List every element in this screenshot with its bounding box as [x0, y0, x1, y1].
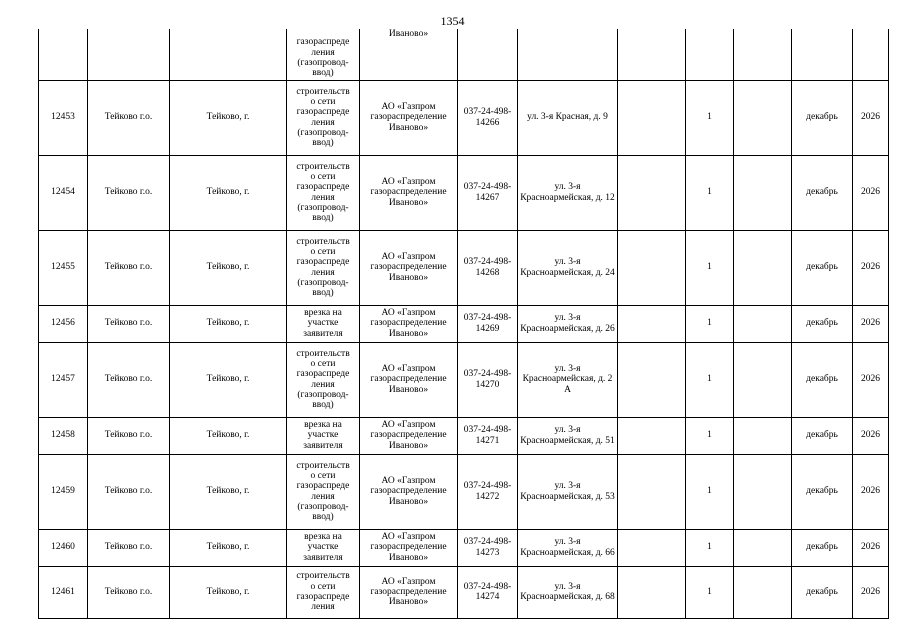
table-row: [39, 305, 889, 342]
cell-empty: [734, 342, 792, 417]
cell-municipality: Тейково г.о.: [88, 454, 170, 529]
cell-id: 12455: [39, 230, 88, 305]
cell-address: [518, 29, 618, 80]
table-row: [39, 566, 889, 618]
cell-organization: АО «Газпром газораспределение Иваново»: [360, 342, 458, 417]
cell-settlement: Тейково, г.: [170, 529, 287, 566]
cell-municipality: Тейково г.о.: [88, 305, 170, 342]
cell-settlement: Тейково, г.: [170, 155, 287, 230]
cell-month: декабрь: [792, 230, 853, 305]
cell-empty: [734, 454, 792, 529]
cell-settlement: Тейково, г.: [170, 566, 287, 618]
cell-count: 1: [686, 417, 734, 454]
cell-id: 12461: [39, 566, 88, 618]
cell-address: ул. 3-я Красноармейская, д. 24: [518, 230, 618, 305]
cell-number: 037-24-498-14270: [458, 342, 518, 417]
cell-settlement: Тейково, г.: [170, 80, 287, 155]
cell-id: 12454: [39, 155, 88, 230]
cell-settlement: Тейково, г.: [170, 230, 287, 305]
cell-empty: [618, 342, 686, 417]
cell-year: 2026: [853, 342, 889, 417]
cell-number: 037-24-498-14269: [458, 305, 518, 342]
cell-municipality: Тейково г.о.: [88, 529, 170, 566]
cell-work-type: газораспреде ления (газопровод- ввод): [287, 29, 360, 80]
cell-id: 12457: [39, 342, 88, 417]
table-row: [39, 230, 889, 305]
cell-month: декабрь: [792, 529, 853, 566]
cell-organization: АО «Газпром газораспределение Иваново»: [360, 230, 458, 305]
cell-number: 037-24-498-14267: [458, 155, 518, 230]
cell-settlement: Тейково, г.: [170, 342, 287, 417]
cell-empty: [618, 417, 686, 454]
table-row-continued: [39, 29, 889, 80]
cell-year: 2026: [853, 529, 889, 566]
cell-empty: [734, 417, 792, 454]
cell-month: декабрь: [792, 305, 853, 342]
cell-empty: [734, 80, 792, 155]
cell-municipality: [88, 29, 170, 80]
cell-empty: [618, 80, 686, 155]
cell-year: 2026: [853, 155, 889, 230]
cell-work-type: врезка на участке заявителя: [287, 529, 360, 566]
cell-number: 037-24-498-14273: [458, 529, 518, 566]
cell-organization: АО «Газпром газораспределение Иваново»: [360, 566, 458, 618]
cell-number: 037-24-498-14274: [458, 566, 518, 618]
cell-empty: [618, 566, 686, 618]
cell-empty: [734, 305, 792, 342]
cell-address: ул. 3-я Красноармейская, д. 66: [518, 529, 618, 566]
cell-address: ул. 3-я Красноармейская, д. 12: [518, 155, 618, 230]
document-table-wrapper: [38, 29, 889, 619]
cell-month: [792, 29, 853, 80]
page-number: 1354: [440, 14, 465, 28]
cell-empty: [734, 29, 792, 80]
cell-municipality: Тейково г.о.: [88, 80, 170, 155]
cell-organization: Иваново»: [360, 29, 458, 80]
cell-number: 037-24-498-14266: [458, 80, 518, 155]
cell-empty: [618, 29, 686, 80]
cell-month: декабрь: [792, 155, 853, 230]
cell-settlement: Тейково, г.: [170, 417, 287, 454]
cell-work-type: врезка на участке заявителя: [287, 417, 360, 454]
gas-connection-table: [38, 29, 889, 619]
cell-organization: АО «Газпром газораспределение Иваново»: [360, 454, 458, 529]
table-row: [39, 342, 889, 417]
cell-work-type: строительств о сети газораспреде ления (газопровод- ввод): [287, 155, 360, 230]
table-row: [39, 417, 889, 454]
cell-municipality: Тейково г.о.: [88, 417, 170, 454]
cell-number: [458, 29, 518, 80]
cell-empty: [734, 155, 792, 230]
cell-address: ул. 3-я Красноармейская, д. 53: [518, 454, 618, 529]
cell-settlement: Тейково, г.: [170, 305, 287, 342]
cell-empty: [618, 454, 686, 529]
cell-count: 1: [686, 342, 734, 417]
cell-work-type: строительств о сети газораспреде ления: [287, 566, 360, 618]
cell-organization: АО «Газпром газораспределение Иваново»: [360, 80, 458, 155]
cell-work-type: врезка на участке заявителя: [287, 305, 360, 342]
cell-work-type: строительств о сети газораспреде ления (газопровод- ввод): [287, 230, 360, 305]
cell-number: 037-24-498-14271: [458, 417, 518, 454]
cell-year: 2026: [853, 417, 889, 454]
cell-municipality: Тейково г.о.: [88, 342, 170, 417]
cell-work-type: строительств о сети газораспреде ления (газопровод- ввод): [287, 80, 360, 155]
cell-id: 12453: [39, 80, 88, 155]
cell-count: 1: [686, 454, 734, 529]
cell-organization: АО «Газпром газораспределение Иваново»: [360, 529, 458, 566]
table-row: [39, 529, 889, 566]
cell-empty: [618, 155, 686, 230]
cell-count: 1: [686, 155, 734, 230]
cell-address: ул. 3-я Красноармейская, д. 2 А: [518, 342, 618, 417]
cell-organization: АО «Газпром газораспределение Иваново»: [360, 305, 458, 342]
cell-settlement: [170, 29, 287, 80]
cell-id: 12460: [39, 529, 88, 566]
cell-work-type: строительств о сети газораспреде ления (газопровод- ввод): [287, 342, 360, 417]
cell-id: [39, 29, 88, 80]
cell-municipality: Тейково г.о.: [88, 230, 170, 305]
cell-empty: [618, 305, 686, 342]
table-row: [39, 454, 889, 529]
cell-number: 037-24-498-14272: [458, 454, 518, 529]
cell-municipality: Тейково г.о.: [88, 155, 170, 230]
cell-id: 12458: [39, 417, 88, 454]
cell-year: [853, 29, 889, 80]
cell-empty: [734, 566, 792, 618]
cell-month: декабрь: [792, 342, 853, 417]
cell-number: 037-24-498-14268: [458, 230, 518, 305]
cell-work-type: строительств о сети газораспреде ления (газопровод- ввод): [287, 454, 360, 529]
cell-year: 2026: [853, 566, 889, 618]
cell-address: ул. 3-я Красная, д. 9: [518, 80, 618, 155]
cell-empty: [618, 230, 686, 305]
cell-id: 12459: [39, 454, 88, 529]
cell-year: 2026: [853, 230, 889, 305]
cell-month: декабрь: [792, 80, 853, 155]
cell-count: 1: [686, 305, 734, 342]
cell-municipality: Тейково г.о.: [88, 566, 170, 618]
cell-organization: АО «Газпром газораспределение Иваново»: [360, 155, 458, 230]
cell-year: 2026: [853, 80, 889, 155]
cell-month: декабрь: [792, 566, 853, 618]
cell-month: декабрь: [792, 454, 853, 529]
cell-empty: [734, 230, 792, 305]
cell-settlement: Тейково, г.: [170, 454, 287, 529]
cell-empty: [734, 529, 792, 566]
cell-address: ул. 3-я Красноармейская, д. 26: [518, 305, 618, 342]
cell-month: декабрь: [792, 417, 853, 454]
cell-count: 1: [686, 230, 734, 305]
cell-address: ул. 3-я Красноармейская, д. 68: [518, 566, 618, 618]
cell-empty: [618, 529, 686, 566]
cell-count: 1: [686, 566, 734, 618]
cell-count: [686, 29, 734, 80]
cell-address: ул. 3-я Красноармейская, д. 51: [518, 417, 618, 454]
table-row: [39, 155, 889, 230]
cell-count: 1: [686, 529, 734, 566]
cell-id: 12456: [39, 305, 88, 342]
table-row: [39, 80, 889, 155]
cell-year: 2026: [853, 454, 889, 529]
cell-organization: АО «Газпром газораспределение Иваново»: [360, 417, 458, 454]
cell-year: 2026: [853, 305, 889, 342]
cell-count: 1: [686, 80, 734, 155]
